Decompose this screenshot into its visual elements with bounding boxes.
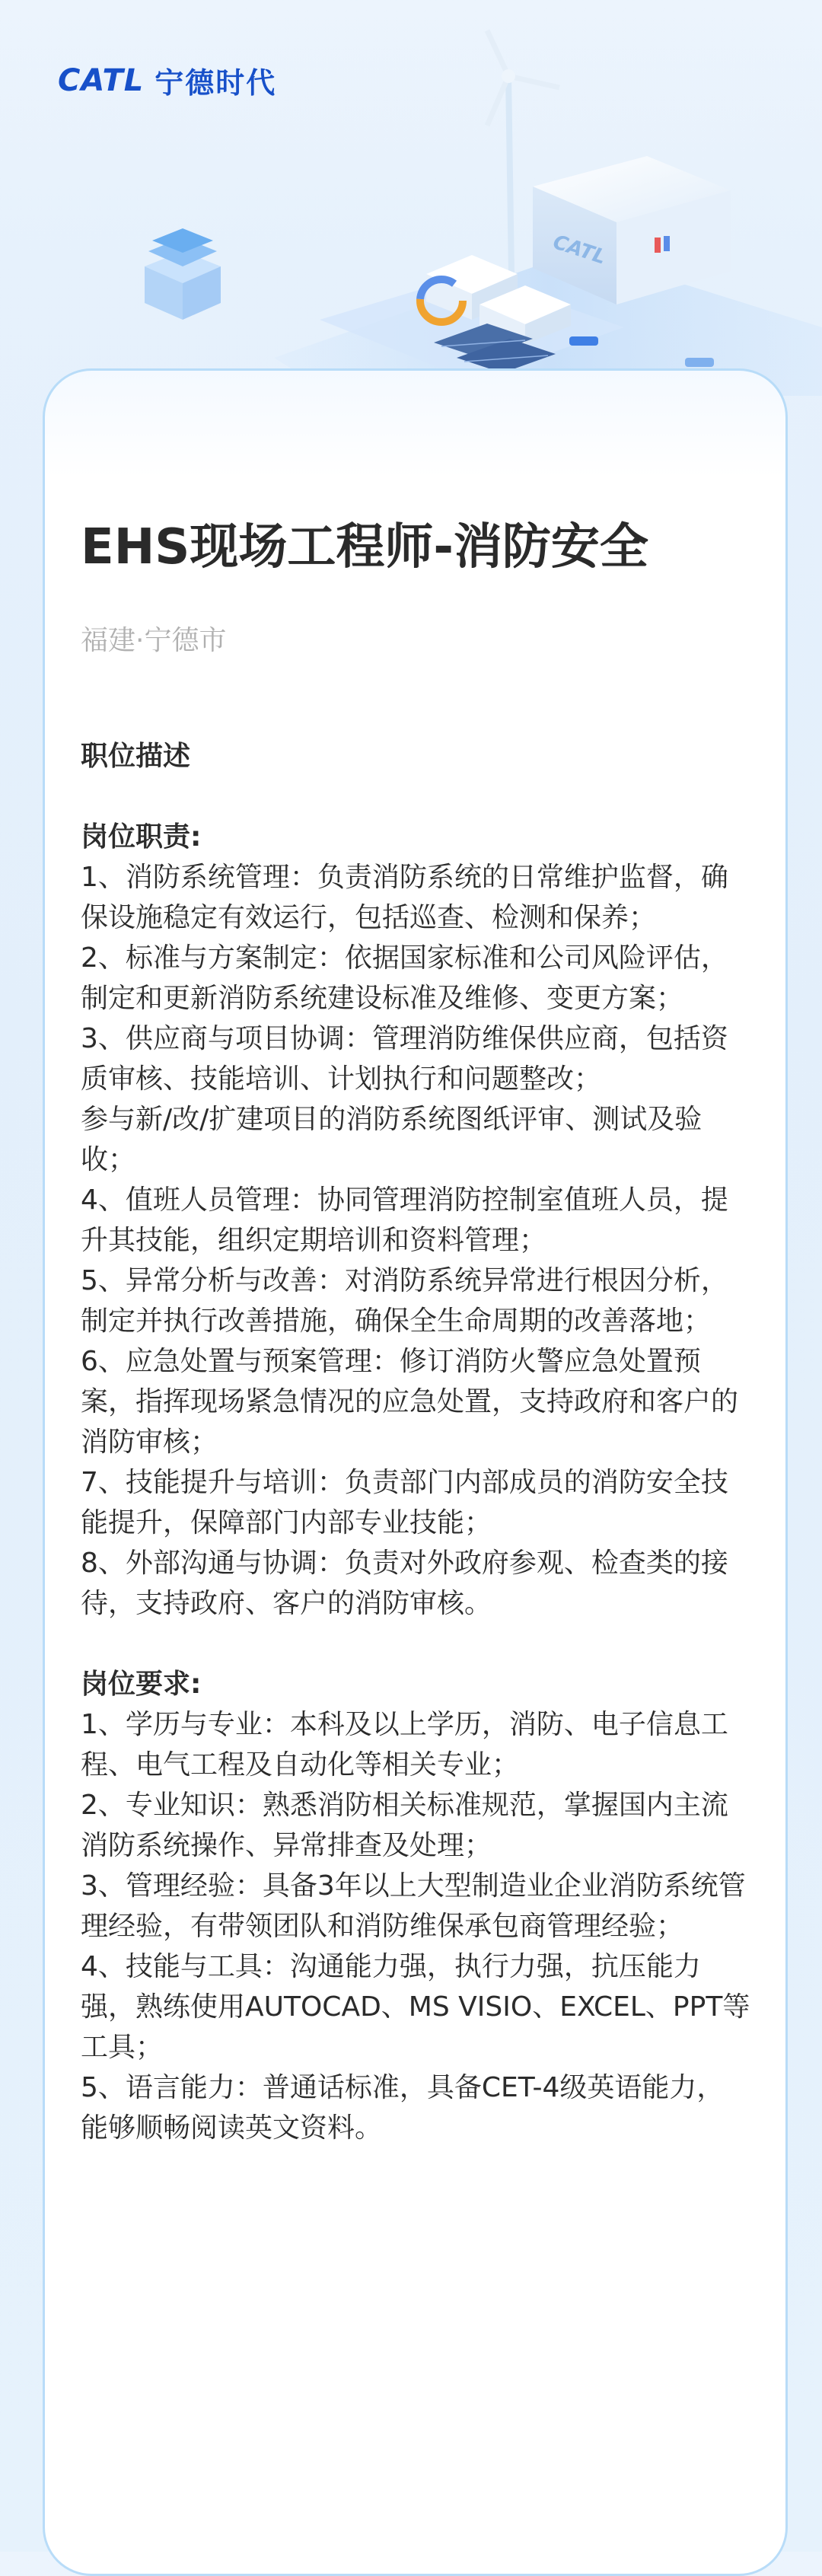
- status-tag-icon: [569, 336, 598, 346]
- responsibility-item: 参与新/改/扩建项目的消防系统图纸评审、测试及验收；: [81, 1104, 703, 1175]
- responsibility-item: 5、异常分析与改善：对消防系统异常进行根因分析，制定并执行改善措施，确保全生命周期的改善落地；: [81, 1265, 728, 1337]
- requirements-heading: 岗位要求:: [81, 1669, 202, 1700]
- responsibility-item: 1、消防系统管理：负责消防系统的日常维护监督，确保设施稳定有效运行，包括巡查、检测和保养；: [81, 862, 728, 933]
- job-detail-card: [43, 368, 788, 2576]
- requirement-item: 3、管理经验：具备3年以上大型制造业企业消防系统管理经验，有带领团队和消防维保承包商管理经验；: [81, 1870, 746, 1942]
- responsibility-item: 7、技能提升与培训：负责部门内部成员的消防安全技能提升，保障部门内部专业技能；: [81, 1467, 728, 1538]
- responsibility-item: 3、供应商与项目协调：管理消防维保供应商，包括资质审核、技能培训、计划执行和问题整改；: [81, 1023, 728, 1095]
- energy-storage-illustration: [0, 0, 822, 396]
- responsibility-item: 6、应急处置与预案管理：修订消防火警应急处置预案，指挥现场紧急情况的应急处置，支持政府和客户的消防审核；: [81, 1346, 739, 1458]
- job-description: [81, 736, 750, 2148]
- requirement-item: 4、技能与工具：沟通能力强，执行力强，抗压能力强，熟练使用AUTOCAD、MS VISIO、EXCEL、PPT等工具；: [81, 1951, 750, 2063]
- requirement-item: 1、学历与专业：本科及以上学历，消防、电子信息工程、电气工程及自动化等相关专业；: [81, 1709, 728, 1781]
- job-location: 福建·宁德市: [81, 625, 227, 656]
- responsibility-item: 4、值班人员管理：协同管理消防控制室值班人员，提升其技能，组织定期培训和资料管理；: [81, 1184, 728, 1256]
- job-title: EHS现场工程师-消防安全: [81, 519, 648, 575]
- responsibilities-heading: 岗位职责:: [81, 821, 202, 853]
- responsibility-item: 8、外部沟通与协调：负责对外政府参观、检查类的接待，支持政府、客户的消防审核。: [81, 1548, 728, 1619]
- logo-text-en: CATL: [58, 62, 145, 98]
- logo-text-cn: 宁德时代: [155, 66, 277, 100]
- requirement-item: 5、语言能力：普通话标准，具备CET-4级英语能力，能够顺畅阅读英文资料。: [81, 2072, 725, 2144]
- description-heading: 职位描述: [81, 741, 191, 772]
- responsibility-item: 2、标准与方案制定：依据国家标准和公司风险评估，制定和更新消防系统建设标准及维修、变更方案；: [81, 942, 728, 1014]
- status-tag-icon: [685, 358, 714, 367]
- requirement-item: 2、专业知识：熟悉消防相关标准规范，掌握国内主流消防系统操作、异常排查及处理；: [81, 1790, 728, 1861]
- layers-icon: [145, 228, 221, 320]
- svg-text:CATL: CATL: [550, 231, 609, 269]
- header-banner: [0, 0, 822, 396]
